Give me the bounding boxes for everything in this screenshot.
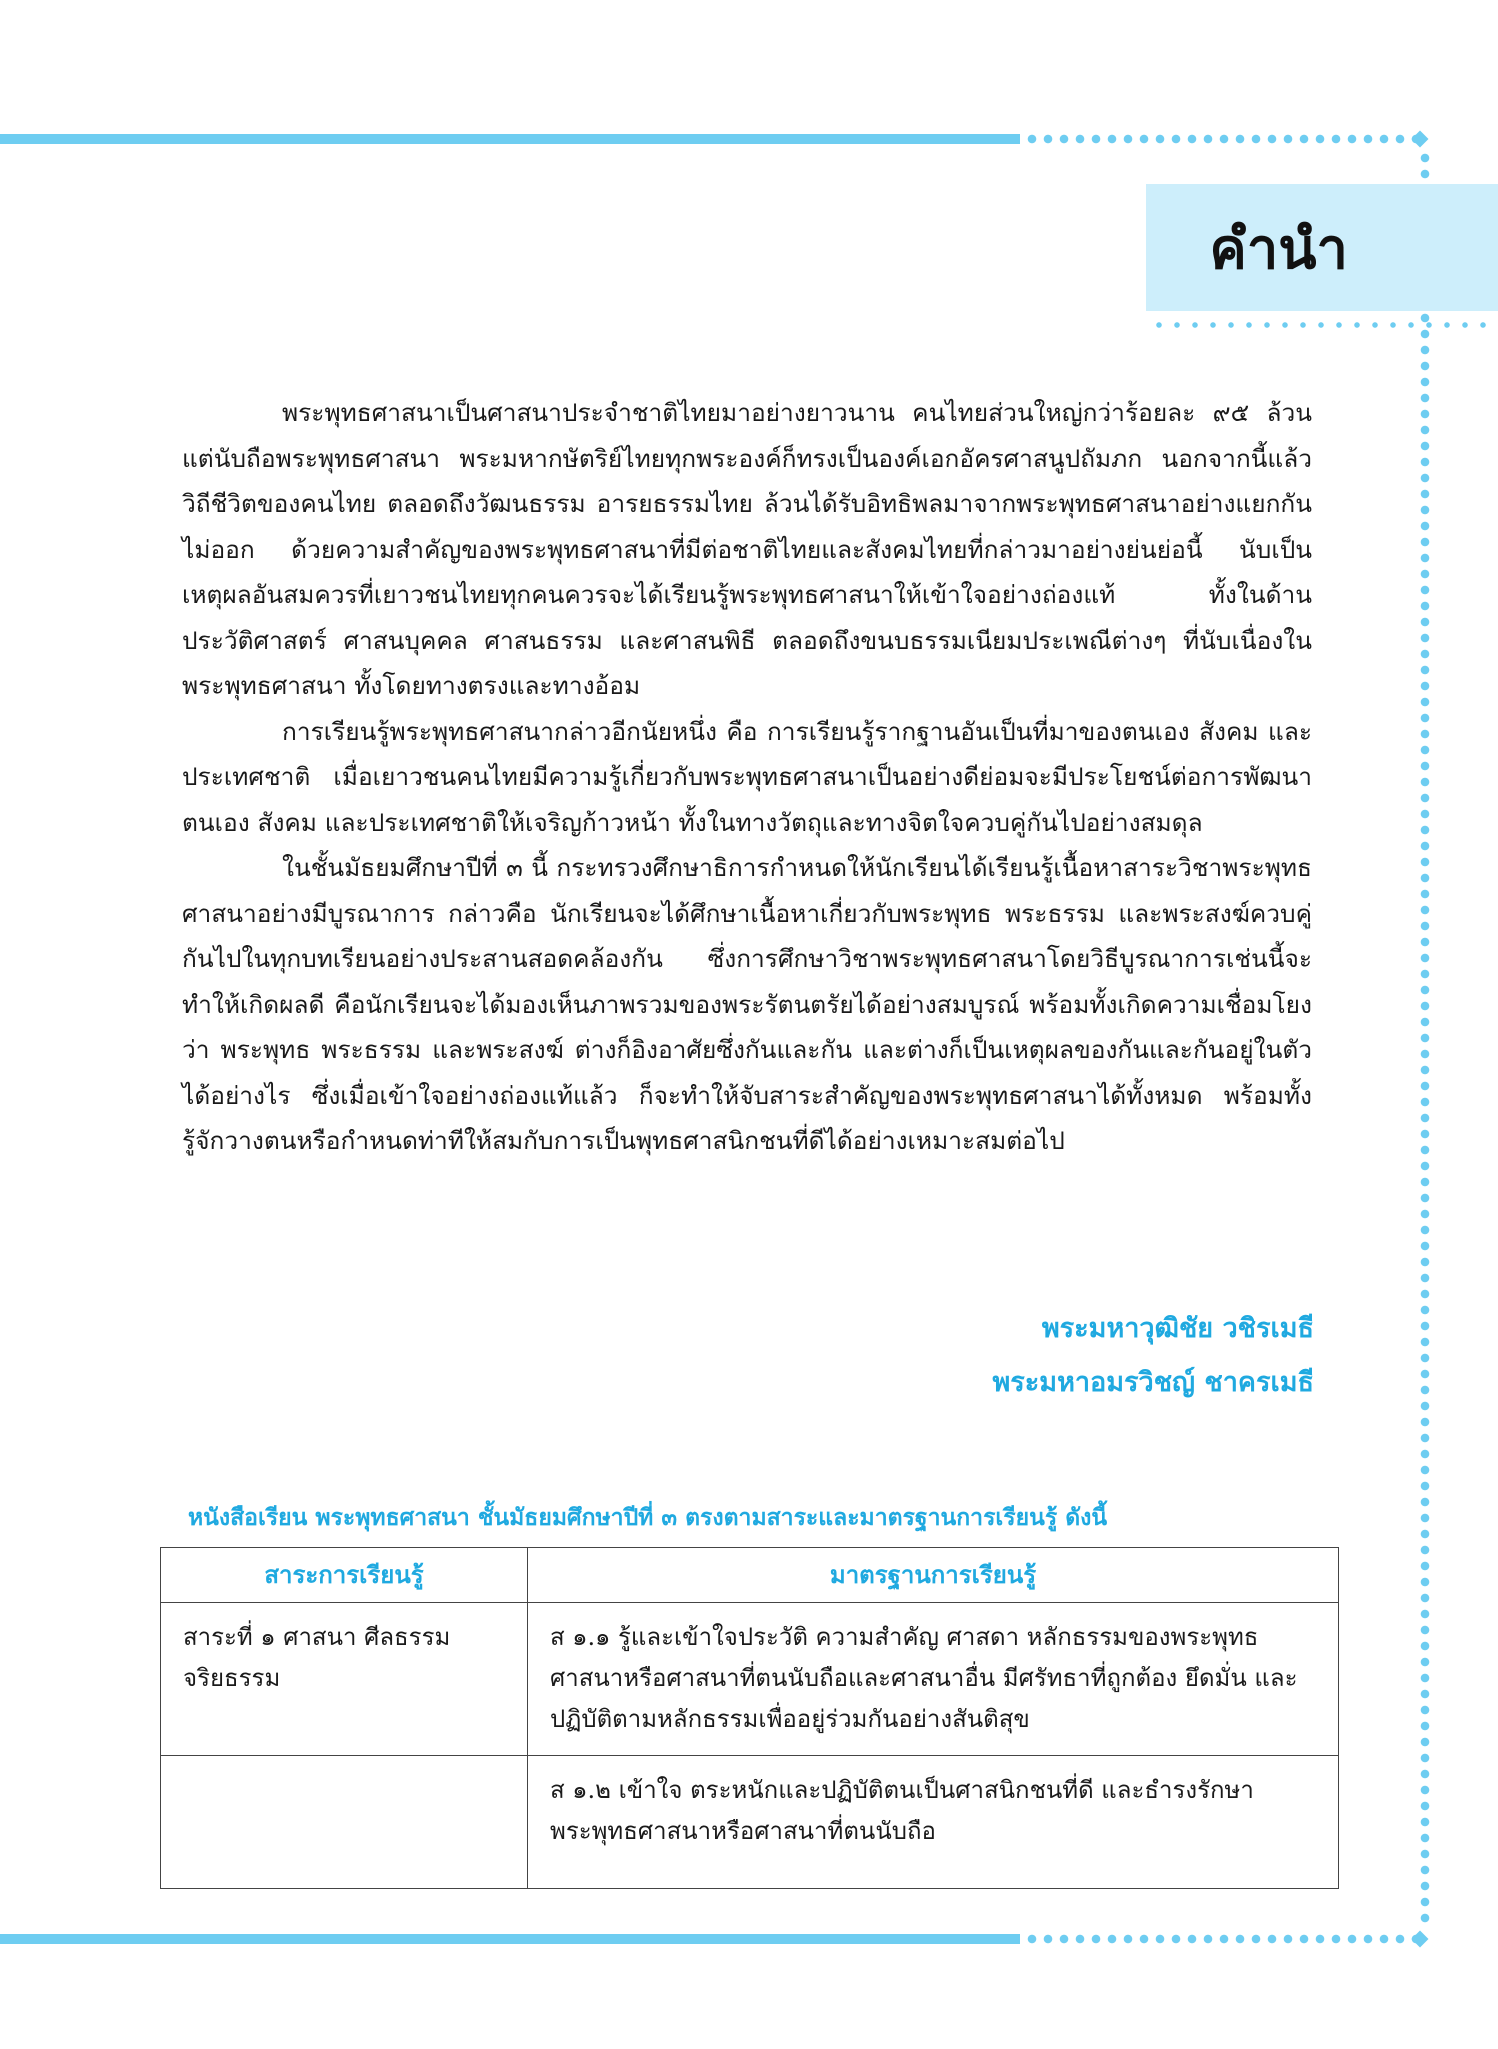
author-name: พระมหาวุฒิชัย วชิรเมธี (1041, 1313, 1314, 1344)
page-title: คำนำ (1209, 217, 1348, 282)
table-caption: หนังสือเรียน พระพุทธศาสนา ชั้นมัธยมศึกษาปีที่ ๓ ตรงตามสาระและมาตรฐานการเรียนรู้ ดังนี้ (188, 1505, 1108, 1531)
table-cell: ส ๑.๒ เข้าใจ ตระหนักและปฏิบัติตนเป็นศาสนิกชนที่ดี และธำรงรักษาพระพุทธศาสนาหรือศาสนาที่ตนนับถือ (528, 1756, 1339, 1889)
top-dots (1024, 134, 1422, 144)
bottom-band (0, 1934, 1020, 1944)
preface-body (182, 390, 1312, 1164)
signature-block (992, 1302, 1314, 1410)
table-header-row (161, 1548, 1339, 1603)
table-cell: ส ๑.๑ รู้และเข้าใจประวัติ ความสำคัญ ศาสดา หลักธรรมของพระพุทธศาสนาหรือศาสนาที่ตนนับถือและศาสนาอื่น มีศรัทธาที่ถูกต้อง ยึดมั่น และปฏิบัติตามหลักธรรมเพื่ออยู่ร่วมกันอย่างสันติสุข (528, 1603, 1339, 1756)
table-cell (161, 1756, 528, 1889)
paragraph: พระพุทธศาสนาเป็นศาสนาประจำชาติไทยมาอย่างยาวนาน คนไทยส่วนใหญ่กว่าร้อยละ ๙๕ ล้วนแต่นับถือพระพุทธศาสนา พระมหากษัตริย์ไทยทุกพระองค์ก็ทรงเป็นองค์เอกอัครศาสนูปถัมภก นอกจากนี้แล้ววิถีชีวิตของคนไทย ตลอดถึงวัฒนธรรม อารยธรรมไทย ล้วนได้รับอิทธิพลมาจากพระพุทธศาสนาอย่างแยกกันไม่ออก ด้วยความสำคัญของพระพุทธศาสนาที่มีต่อชาติไทยและสังคมไทยที่กล่าวมาอย่างย่นย่อนี้ นับเป็นเหตุผลอันสมควรที่เยาวชนไทยทุกคนควรจะได้เรียนรู้พระพุทธศาสนาให้เข้าใจอย่างถ่องแท้ ทั้งในด้านประวัติศาสตร์ ศาสนบุคคล ศาสนธรรม และศาสนพิธี ตลอดถึงขนบธรรมเนียมประเพณีต่างๆ ที่นับเนื่องในพระพุทธศาสนา ทั้งโดยทางตรงและทางอ้อม (182, 398, 1312, 700)
paragraph: การเรียนรู้พระพุทธศาสนากล่าวอีกนัยหนึ่ง คือ การเรียนรู้รากฐานอันเป็นที่มาของตนเอง สังคม และประเทศชาติ เมื่อเยาวชนคนไทยมีความรู้เกี่ยวกับพระพุทธศาสนาเป็นอย่างดีย่อมจะมีประโยชน์ต่อการพัฒนาตนเอง สังคม และประเทศชาติให้เจริญก้าวหน้า ทั้งในทางวัตถุและทางจิตใจควบคู่กันไปอย่างสมดุล (182, 716, 1312, 837)
standards-table (160, 1547, 1339, 1889)
table-row (161, 1756, 1339, 1889)
table-header: สาระการเรียนรู้ (161, 1548, 528, 1603)
title-dots (1150, 322, 1498, 328)
paragraph: ในชั้นมัธยมศึกษาปีที่ ๓ นี้ กระทรวงศึกษาธิการกำหนดให้นักเรียนได้เรียนรู้เนื้อหาสาระวิชาพระพุทธศาสนาอย่างมีบูรณาการ กล่าวคือ นักเรียนจะได้ศึกษาเนื้อหาเกี่ยวกับพระพุทธ พระธรรม และพระสงฆ์ควบคู่กันไปในทุกบทเรียนอย่างประสานสอดคล้องกัน ซึ่งการศึกษาวิชาพระพุทธศาสนาโดยวิธีบูรณาการเช่นนี้จะทำให้เกิดผลดี คือนักเรียนจะได้มองเห็นภาพรวมของพระรัตนตรัยได้อย่างสมบูรณ์ พร้อมทั้งเกิดความเชื่อมโยงว่า พระพุทธ พระธรรม และพระสงฆ์ ต่างก็อิงอาศัยซึ่งกันและกัน และต่างก็เป็นเหตุผลของกันและกันอยู่ในตัวได้อย่างไร ซึ่งเมื่อเข้าใจอย่างถ่องแท้แล้ว ก็จะทำให้จับสาระสำคัญของพระพุทธศาสนาได้ทั้งหมด พร้อมทั้งรู้จักวางตนหรือกำหนดท่าทีให้สมกับการเป็นพุทธศาสนิกชนที่ดีได้อย่างเหมาะสมต่อไป (182, 853, 1312, 1155)
bottom-dots (1024, 1934, 1422, 1944)
table-header: มาตรฐานการเรียนรู้ (528, 1548, 1339, 1603)
top-band (0, 134, 1020, 144)
title-box (1146, 184, 1498, 311)
right-dots (1420, 150, 1430, 1925)
table-row (161, 1603, 1339, 1756)
author-name: พระมหาอมรวิชญ์ ชาครเมธี (992, 1367, 1314, 1398)
table-cell: สาระที่ ๑ ศาสนา ศีลธรรม จริยธรรม (161, 1603, 528, 1756)
